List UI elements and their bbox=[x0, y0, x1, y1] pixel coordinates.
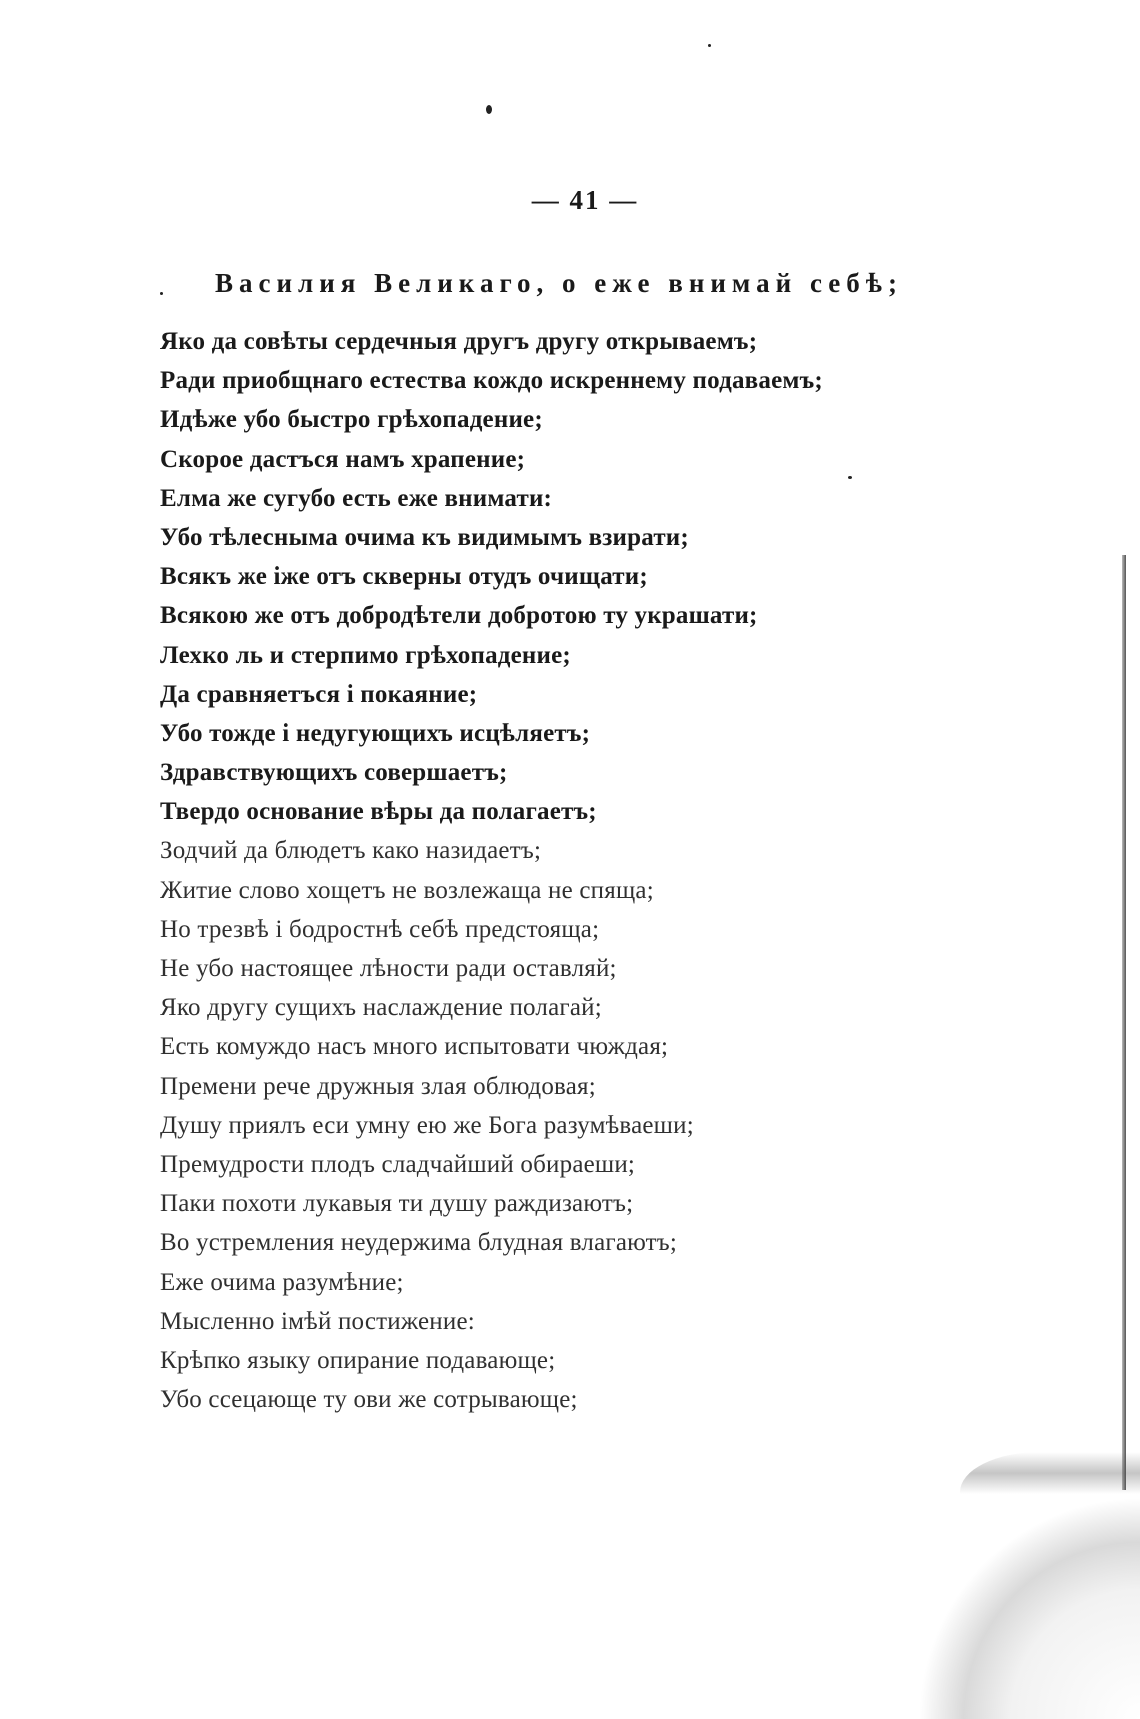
ink-speck bbox=[486, 105, 492, 114]
verse-line: Не убо настоящее лѣности ради оставляй; bbox=[160, 955, 617, 982]
ink-speck bbox=[848, 476, 852, 479]
verse-list bbox=[160, 322, 823, 1419]
verse-line: Премудрости плодъ сладчайший обираеши; bbox=[160, 1150, 636, 1178]
verse-line: Премени рече дружныя злая облюдовая; bbox=[160, 1072, 596, 1100]
verse-line: Ради приобщнаго естества кождо искреннему подаваемъ; bbox=[160, 367, 823, 395]
verse-line: Идѣже убо быстро грѣхопадение; bbox=[160, 406, 543, 434]
verse-line: Всякою же отъ добродѣтели добротою ту украшати; bbox=[160, 602, 758, 630]
verse-line: Яко да совѣты сердечныя другъ другу открываемъ; bbox=[160, 328, 758, 355]
verse-line: Мысленно імѣй постижение: bbox=[160, 1307, 475, 1335]
verse-line: Паки похоти лукавыя ти душу раждизаютъ; bbox=[160, 1190, 634, 1218]
verse-line: Зодчий да блюдетъ како назидаетъ; bbox=[160, 837, 542, 865]
verse-line: Убо тѣлесныма очима къ видимымъ взирати; bbox=[160, 523, 689, 551]
verse-line: Убо ссецающе ту ови же сотрывающе; bbox=[160, 1386, 578, 1414]
verse-line: Твердо основание вѣры да полагаетъ; bbox=[160, 798, 597, 826]
verse-line: Яко другу сущихъ наслаждение полагай; bbox=[160, 994, 602, 1022]
verse-line: Да сравняетъся і покаяние; bbox=[160, 680, 478, 708]
verse-line: Житие слово хощетъ не возлежаща не спяща; bbox=[160, 876, 654, 904]
verse-line: Во устремления неудержима блудная влагаютъ; bbox=[160, 1229, 678, 1257]
ink-speck bbox=[708, 44, 711, 47]
poem-heading: Василия Великаго, о еже внимай себѣ; bbox=[215, 268, 903, 298]
verse-line: Здравствующихъ совершаетъ; bbox=[160, 759, 508, 787]
page-number: — 41 — bbox=[531, 185, 639, 215]
verse-line: Но трезвѣ і бодростнѣ себѣ предстояща; bbox=[160, 915, 600, 943]
verse-line: Лехко ль и стерпимо грѣхопадение; bbox=[160, 641, 571, 669]
verse-line: Есть комуждо насъ много испытовати чюждая; bbox=[160, 1033, 669, 1061]
verse-line: Убо тожде і недугующихъ исцѣляетъ; bbox=[160, 719, 591, 747]
scan-page-curl bbox=[880, 1459, 1140, 1719]
verse-line: Всякъ же іже отъ скверны отудъ очищати; bbox=[160, 563, 648, 591]
verse-line: Скорое дастъся намъ храпение; bbox=[160, 445, 526, 473]
verse-line: Крѣпко языку опирание подавающе; bbox=[160, 1346, 556, 1374]
ink-speck bbox=[160, 292, 163, 295]
verse-line: Елма же сугубо есть еже внимати: bbox=[160, 484, 553, 512]
verse-line: Еже очима разумѣние; bbox=[160, 1268, 404, 1296]
verse-line: Душу приялъ еси умну ею же Бога разумѣваеши; bbox=[160, 1111, 694, 1139]
scan-page-edge bbox=[1122, 555, 1126, 1490]
